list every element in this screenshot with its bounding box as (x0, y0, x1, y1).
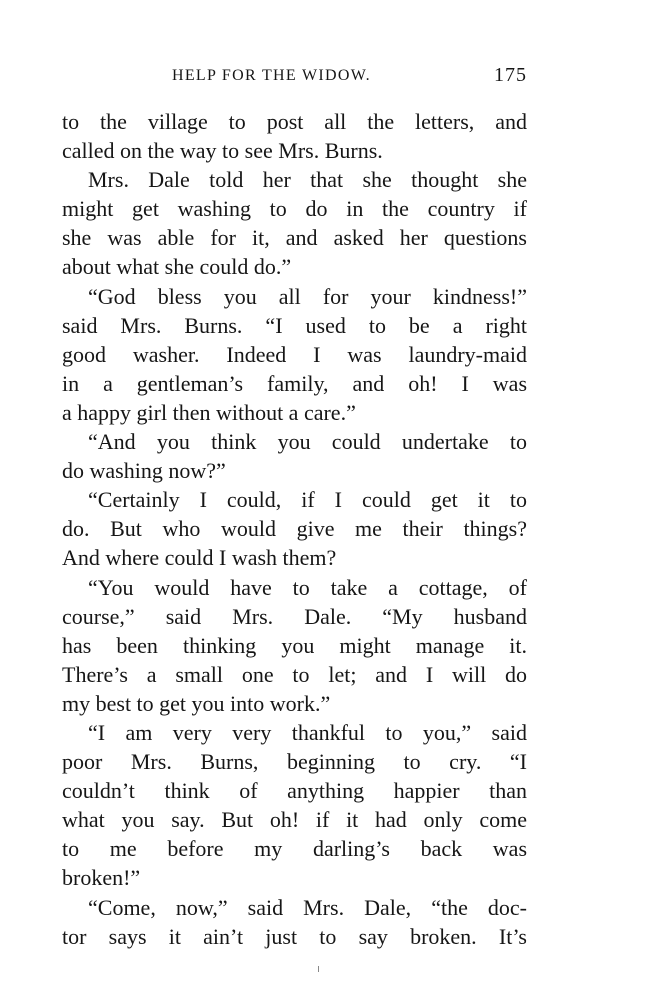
text-line: has been thinking you might manage it. (62, 632, 527, 658)
text-line: to the village to post all the letters, and (62, 109, 527, 134)
text-line: course,” said Mrs. Dale. “My husband (62, 603, 527, 629)
text-line: “Certainly I could, if I could get it to (88, 487, 527, 513)
text-line: good washer. Indeed I was laundry-maid (62, 341, 527, 367)
text-line: “And you think you could undertake to (88, 429, 527, 455)
running-title: HELP FOR THE WIDOW. (172, 67, 371, 84)
text-line: tor says it ain’t just to say broken. It’s (62, 923, 527, 949)
text-line: “You would have to take a cottage, of (88, 574, 527, 600)
text-line: my best to get you into work.” (62, 690, 331, 716)
text-line: couldn’t think of anything happier than (62, 778, 527, 804)
text-line: Mrs. Dale told her that she thought she (88, 167, 527, 193)
text-line: a happy girl then without a care.” (62, 399, 356, 425)
text-line: to me before my darling’s back was (62, 836, 527, 862)
text-line: in a gentleman’s family, and oh! I was (62, 370, 527, 396)
text-line: “God bless you all for your kindness!” (88, 283, 527, 309)
text-line: might get washing to do in the country if (62, 196, 527, 222)
page-number: 175 (494, 64, 527, 86)
text-line: broken!” (62, 865, 141, 891)
text-line: do. But who would give me their things? (62, 516, 527, 542)
print-speck (318, 966, 319, 972)
text-line: There’s a small one to let; and I will do (62, 661, 527, 687)
body-text (62, 107, 527, 951)
text-line: what you say. But oh! if it had only come (62, 807, 527, 833)
text-line: do washing now?” (62, 458, 226, 484)
text-line: And where could I wash them? (62, 545, 337, 571)
text-line: “Come, now,” said Mrs. Dale, “the doc- (88, 894, 527, 920)
running-head (62, 66, 527, 90)
text-line: said Mrs. Burns. “I used to be a right (62, 312, 527, 338)
text-line: poor Mrs. Burns, beginning to cry. “I (62, 749, 527, 775)
text-line: about what she could do.” (62, 254, 292, 280)
text-line: “I am very very thankful to you,” said (88, 719, 527, 745)
text-line: called on the way to see Mrs. Burns. (62, 138, 383, 164)
text-line: she was able for it, and asked her questions (62, 225, 527, 251)
